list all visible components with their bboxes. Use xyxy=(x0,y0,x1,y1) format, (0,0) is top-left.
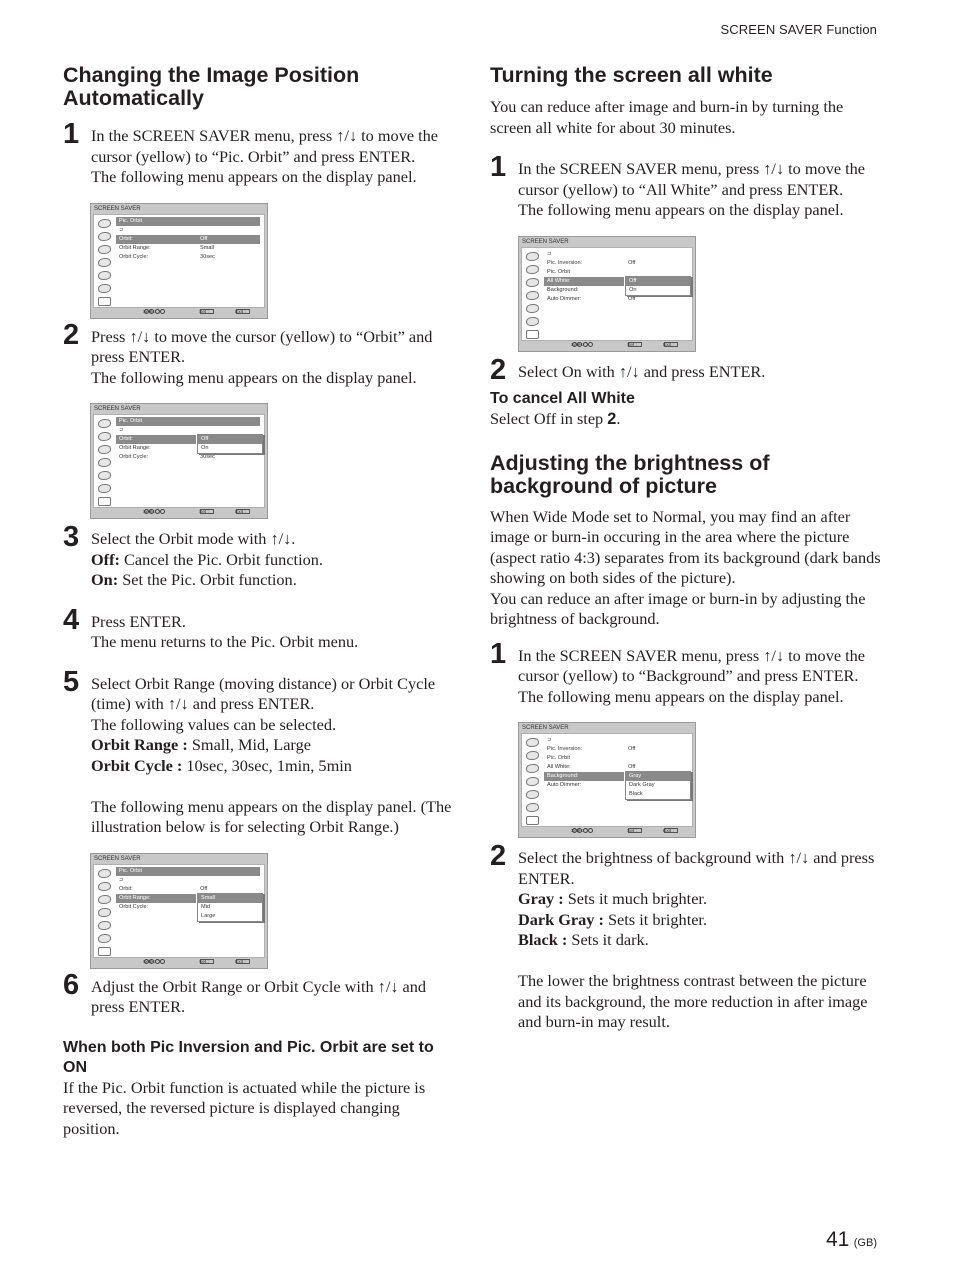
left-step-3 xyxy=(63,521,453,591)
osd-row-all-white: All White: Off xyxy=(547,764,636,770)
step-number: 1 xyxy=(490,637,507,670)
step-number: 5 xyxy=(63,665,80,698)
step-on-line: On: Set the Pic. Orbit function. xyxy=(91,570,297,589)
note-heading: When both Pic Inversion and Pic. Orbit are set to ON xyxy=(63,1038,434,1076)
gray-option-line: Gray : Sets it much brighter. xyxy=(518,889,708,908)
osd-row-pic-orbit: Pic. Orbit xyxy=(547,755,571,761)
osd-screen xyxy=(521,247,693,341)
timer-icon xyxy=(98,934,111,943)
orbit-range-values: Orbit Range : Small, Mid, Large xyxy=(91,735,311,754)
osd-row-orbit: Orbit: Off xyxy=(116,235,260,244)
step-off-line: Off: Cancel the Pic. Orbit function. xyxy=(91,549,323,569)
step-text: The following values can be selected. xyxy=(91,714,337,734)
page-number-value: 41 xyxy=(825,1228,850,1251)
heading-image-position: Changing the Image Position Automatically xyxy=(63,63,360,110)
screen-icon xyxy=(98,895,111,904)
osd-icon-column xyxy=(94,415,114,507)
osd-menu xyxy=(544,248,692,340)
osd-row-pic-orbit: Pic. Orbit xyxy=(116,417,260,426)
return-icon: ⊃ xyxy=(119,427,124,433)
osd-all-white-options xyxy=(625,276,691,296)
sound-icon xyxy=(526,751,539,760)
osd-icon-column xyxy=(94,865,114,957)
background-intro-2: You can reduce an after image or burn-in by adjusting the brightness of background. xyxy=(490,588,866,628)
step-number: 2 xyxy=(490,840,507,872)
osd-menu xyxy=(116,415,264,507)
osd-row-pic-orbit: Pic. Orbit xyxy=(116,867,260,876)
osd-row-pic-inversion: Pic. Inversion: Off xyxy=(547,746,636,752)
note-text: If the Pic. Orbit function is actuated while the picture is reversed, the reversed picture is displayed changing position. xyxy=(63,1077,426,1138)
left-step-4 xyxy=(63,603,453,653)
option-small: Small xyxy=(198,894,262,903)
black-option-line: Black : Sets it dark. xyxy=(518,930,649,949)
osd-row-orbit-cycle: Orbit Cycle: xyxy=(119,903,149,910)
step-number: 3 xyxy=(63,521,80,553)
step-text: The following menu appears on the display panel. xyxy=(91,367,417,387)
osd-all-white-menu xyxy=(518,236,696,352)
input-icon xyxy=(98,271,111,280)
option-large: Large xyxy=(201,912,216,919)
osd-row-orbit-range: Orbit Range: xyxy=(116,894,196,903)
step-text: The following menu appears on the display panel. xyxy=(91,167,417,186)
option-off: Off xyxy=(198,435,262,444)
left-step-1 xyxy=(63,118,453,188)
osd-pic-orbit-menu xyxy=(90,203,268,319)
osd-row-pic-orbit: Pic. Orbit xyxy=(547,268,571,275)
osd-row-pic-orbit: Pic. Orbit xyxy=(116,217,260,226)
osd-background-options xyxy=(625,771,691,800)
osd-footer: Select : Set : Exit : xyxy=(91,508,267,517)
step-text: The menu returns to the Pic. Orbit menu. xyxy=(91,632,359,651)
step-text: In the SCREEN SAVER menu, press ↑/↓ to move the cursor (yellow) to “Background” and press ENTER. xyxy=(518,645,866,685)
setup-icon xyxy=(526,291,539,300)
step-number: 6 xyxy=(63,968,80,1001)
option-dark-gray: Dark Gray xyxy=(629,782,655,788)
osd-title: SCREEN SAVER xyxy=(94,205,141,212)
input-icon xyxy=(526,304,539,313)
background-step-1 xyxy=(490,637,882,708)
screen-saver-icon xyxy=(98,497,111,506)
osd-row-orbit-cycle: Orbit Cycle: 30sec xyxy=(119,253,215,260)
picture-icon xyxy=(98,419,111,428)
heading-all-white: Turning the screen all white xyxy=(490,63,773,87)
osd-footer: Select : Set : Exit : xyxy=(519,827,695,836)
option-off: Off xyxy=(626,277,690,286)
screen-saver-icon xyxy=(526,816,539,825)
osd-screen xyxy=(93,214,265,308)
osd-row-orbit: Orbit: Off xyxy=(119,885,208,892)
timer-icon xyxy=(98,484,111,493)
step-text: Select On with ↑/↓ and press ENTER. xyxy=(518,361,766,381)
sound-icon xyxy=(98,432,111,441)
step-text: Select the brightness of background with ↑/↓ and press ENTER. xyxy=(518,848,875,888)
osd-row-orbit-range: Orbit Range: xyxy=(119,445,151,451)
osd-title: SCREEN SAVER xyxy=(522,238,569,245)
picture-icon xyxy=(526,738,539,747)
sound-icon xyxy=(98,882,111,891)
step-text: In the SCREEN SAVER menu, press ↑/↓ to move the cursor (yellow) to “All White” and press ENTER. xyxy=(518,159,866,199)
sound-icon xyxy=(526,265,539,274)
screen-saver-icon xyxy=(526,330,539,339)
step-text: The following menu appears on the display panel. xyxy=(518,686,844,706)
osd-background-menu xyxy=(518,722,696,838)
osd-orbit-options xyxy=(197,434,263,454)
osd-orbit-range-submenu xyxy=(90,853,268,969)
return-icon: ⊃ xyxy=(119,226,124,233)
osd-menu xyxy=(544,734,692,826)
sound-icon xyxy=(98,232,111,241)
setup-icon xyxy=(98,258,111,267)
return-icon: ⊃ xyxy=(547,737,552,743)
option-on: On xyxy=(629,286,637,293)
heading-background-brightness: Adjusting the brightness of background of picture xyxy=(490,450,770,498)
timer-icon xyxy=(526,803,539,812)
step-number: 2 xyxy=(63,318,80,351)
osd-screen xyxy=(93,864,265,958)
osd-icon-column xyxy=(522,734,542,826)
osd-row-pic-inversion: Pic. Inversion: Off xyxy=(547,259,636,266)
option-on: On xyxy=(201,445,209,451)
left-step-2 xyxy=(63,318,453,389)
osd-icon-column xyxy=(522,248,542,340)
screen-icon xyxy=(526,278,539,287)
step-text: Press ENTER. xyxy=(91,611,186,631)
osd-footer: Select : Set : Exit : xyxy=(519,341,695,350)
osd-row-orbit: Orbit: xyxy=(116,435,196,444)
cancel-text: Select Off in step 2. xyxy=(490,409,621,428)
osd-menu xyxy=(116,865,264,957)
screen-icon xyxy=(98,245,111,254)
option-black: Black xyxy=(629,791,643,797)
step-number: 1 xyxy=(490,151,507,183)
osd-row-background: Background: xyxy=(544,772,624,781)
left-step-6 xyxy=(63,968,453,1018)
osd-screen xyxy=(521,733,693,827)
step-text: The following menu appears on the display panel. xyxy=(518,200,844,219)
left-column xyxy=(63,64,453,1139)
step-number: 2 xyxy=(490,353,507,386)
step-text: Adjust the Orbit Range or Orbit Cycle with ↑/↓ and press ENTER. xyxy=(91,976,427,1016)
left-step-5 xyxy=(63,665,453,838)
all-white-step-2 xyxy=(490,353,882,386)
setup-icon xyxy=(526,777,539,786)
orbit-cycle-values: Orbit Cycle : 10sec, 30sec, 1min, 5min xyxy=(91,755,352,775)
picture-icon xyxy=(98,219,111,228)
osd-row-background: Background: xyxy=(547,286,579,293)
screen-saver-icon xyxy=(98,947,111,956)
osd-title: SCREEN SAVER xyxy=(94,855,141,862)
input-icon xyxy=(98,471,111,480)
page-number xyxy=(826,1228,877,1252)
step-number: 4 xyxy=(63,603,80,636)
osd-orbit-submenu xyxy=(90,403,268,519)
option-mid: Mid xyxy=(201,903,211,910)
dark-gray-option-line: Dark Gray : Sets it brighter. xyxy=(518,909,708,929)
all-white-intro: You can reduce after image and burn-in by turning the screen all white for about 30 minutes. xyxy=(490,97,844,137)
setup-icon xyxy=(98,908,111,917)
step-text: The following menu appears on the display panel. (The illustration below is for selecting Orbit Range.) xyxy=(91,796,452,836)
osd-row-all-white: All White: xyxy=(544,277,624,286)
osd-row-orbit-range: Orbit Range: Small xyxy=(119,244,214,251)
screen-saver-icon xyxy=(98,297,111,306)
osd-title: SCREEN SAVER xyxy=(522,725,569,731)
input-icon xyxy=(98,921,111,930)
step-text: Select the Orbit mode with ↑/↓. xyxy=(91,529,296,548)
all-white-step-1 xyxy=(490,151,882,221)
section-header: SCREEN SAVER Function xyxy=(720,22,877,37)
right-column xyxy=(490,64,882,1033)
picture-icon xyxy=(98,869,111,878)
timer-icon xyxy=(526,317,539,326)
osd-screen xyxy=(93,414,265,508)
step-number: 1 xyxy=(63,118,80,150)
osd-footer: Select : Set : Exit : xyxy=(91,958,267,967)
osd-row-auto-dimmer: Auto Dimmer: Off xyxy=(547,295,636,302)
page-region: (GB) xyxy=(853,1237,877,1249)
picture-icon xyxy=(526,252,539,261)
screen-icon xyxy=(526,764,539,773)
step-text: In the SCREEN SAVER menu, press ↑/↓ to move the cursor (yellow) to “Pic. Orbit” and press ENTER. xyxy=(91,126,439,166)
timer-icon xyxy=(98,284,111,293)
step-note: The lower the brightness contrast between the picture and its background, the more reduction in after image and burn-in may result. xyxy=(518,971,868,1031)
input-icon xyxy=(526,790,539,799)
osd-range-options xyxy=(197,893,263,922)
cancel-heading: To cancel All White xyxy=(490,390,635,407)
return-icon: ⊃ xyxy=(119,876,124,883)
screen-icon xyxy=(98,445,111,454)
step-text: Select Orbit Range (moving distance) or Orbit Cycle (time) with ↑/↓ and press ENTER. xyxy=(91,673,436,713)
osd-footer: Select : Set : Exit : xyxy=(91,308,267,317)
background-step-2 xyxy=(490,840,882,1033)
background-intro: When Wide Mode set to Normal, you may find an after image or burn-in occuring in the area where the picture (aspect ratio 4:3) separates from its background (dark bands showing on both sides of the picture). xyxy=(490,506,881,587)
osd-menu xyxy=(116,215,264,307)
osd-row-orbit-cycle: Orbit Cycle: 30sec xyxy=(119,454,215,460)
setup-icon xyxy=(98,458,111,467)
return-icon: ⊃ xyxy=(547,250,552,257)
osd-title: SCREEN SAVER xyxy=(94,406,141,412)
osd-row-auto-dimmer: Auto Dimmer: xyxy=(547,782,582,788)
osd-icon-column xyxy=(94,215,114,307)
option-gray: Gray xyxy=(626,772,690,781)
step-text: Press ↑/↓ to move the cursor (yellow) to “Orbit” and press ENTER. xyxy=(91,326,433,366)
